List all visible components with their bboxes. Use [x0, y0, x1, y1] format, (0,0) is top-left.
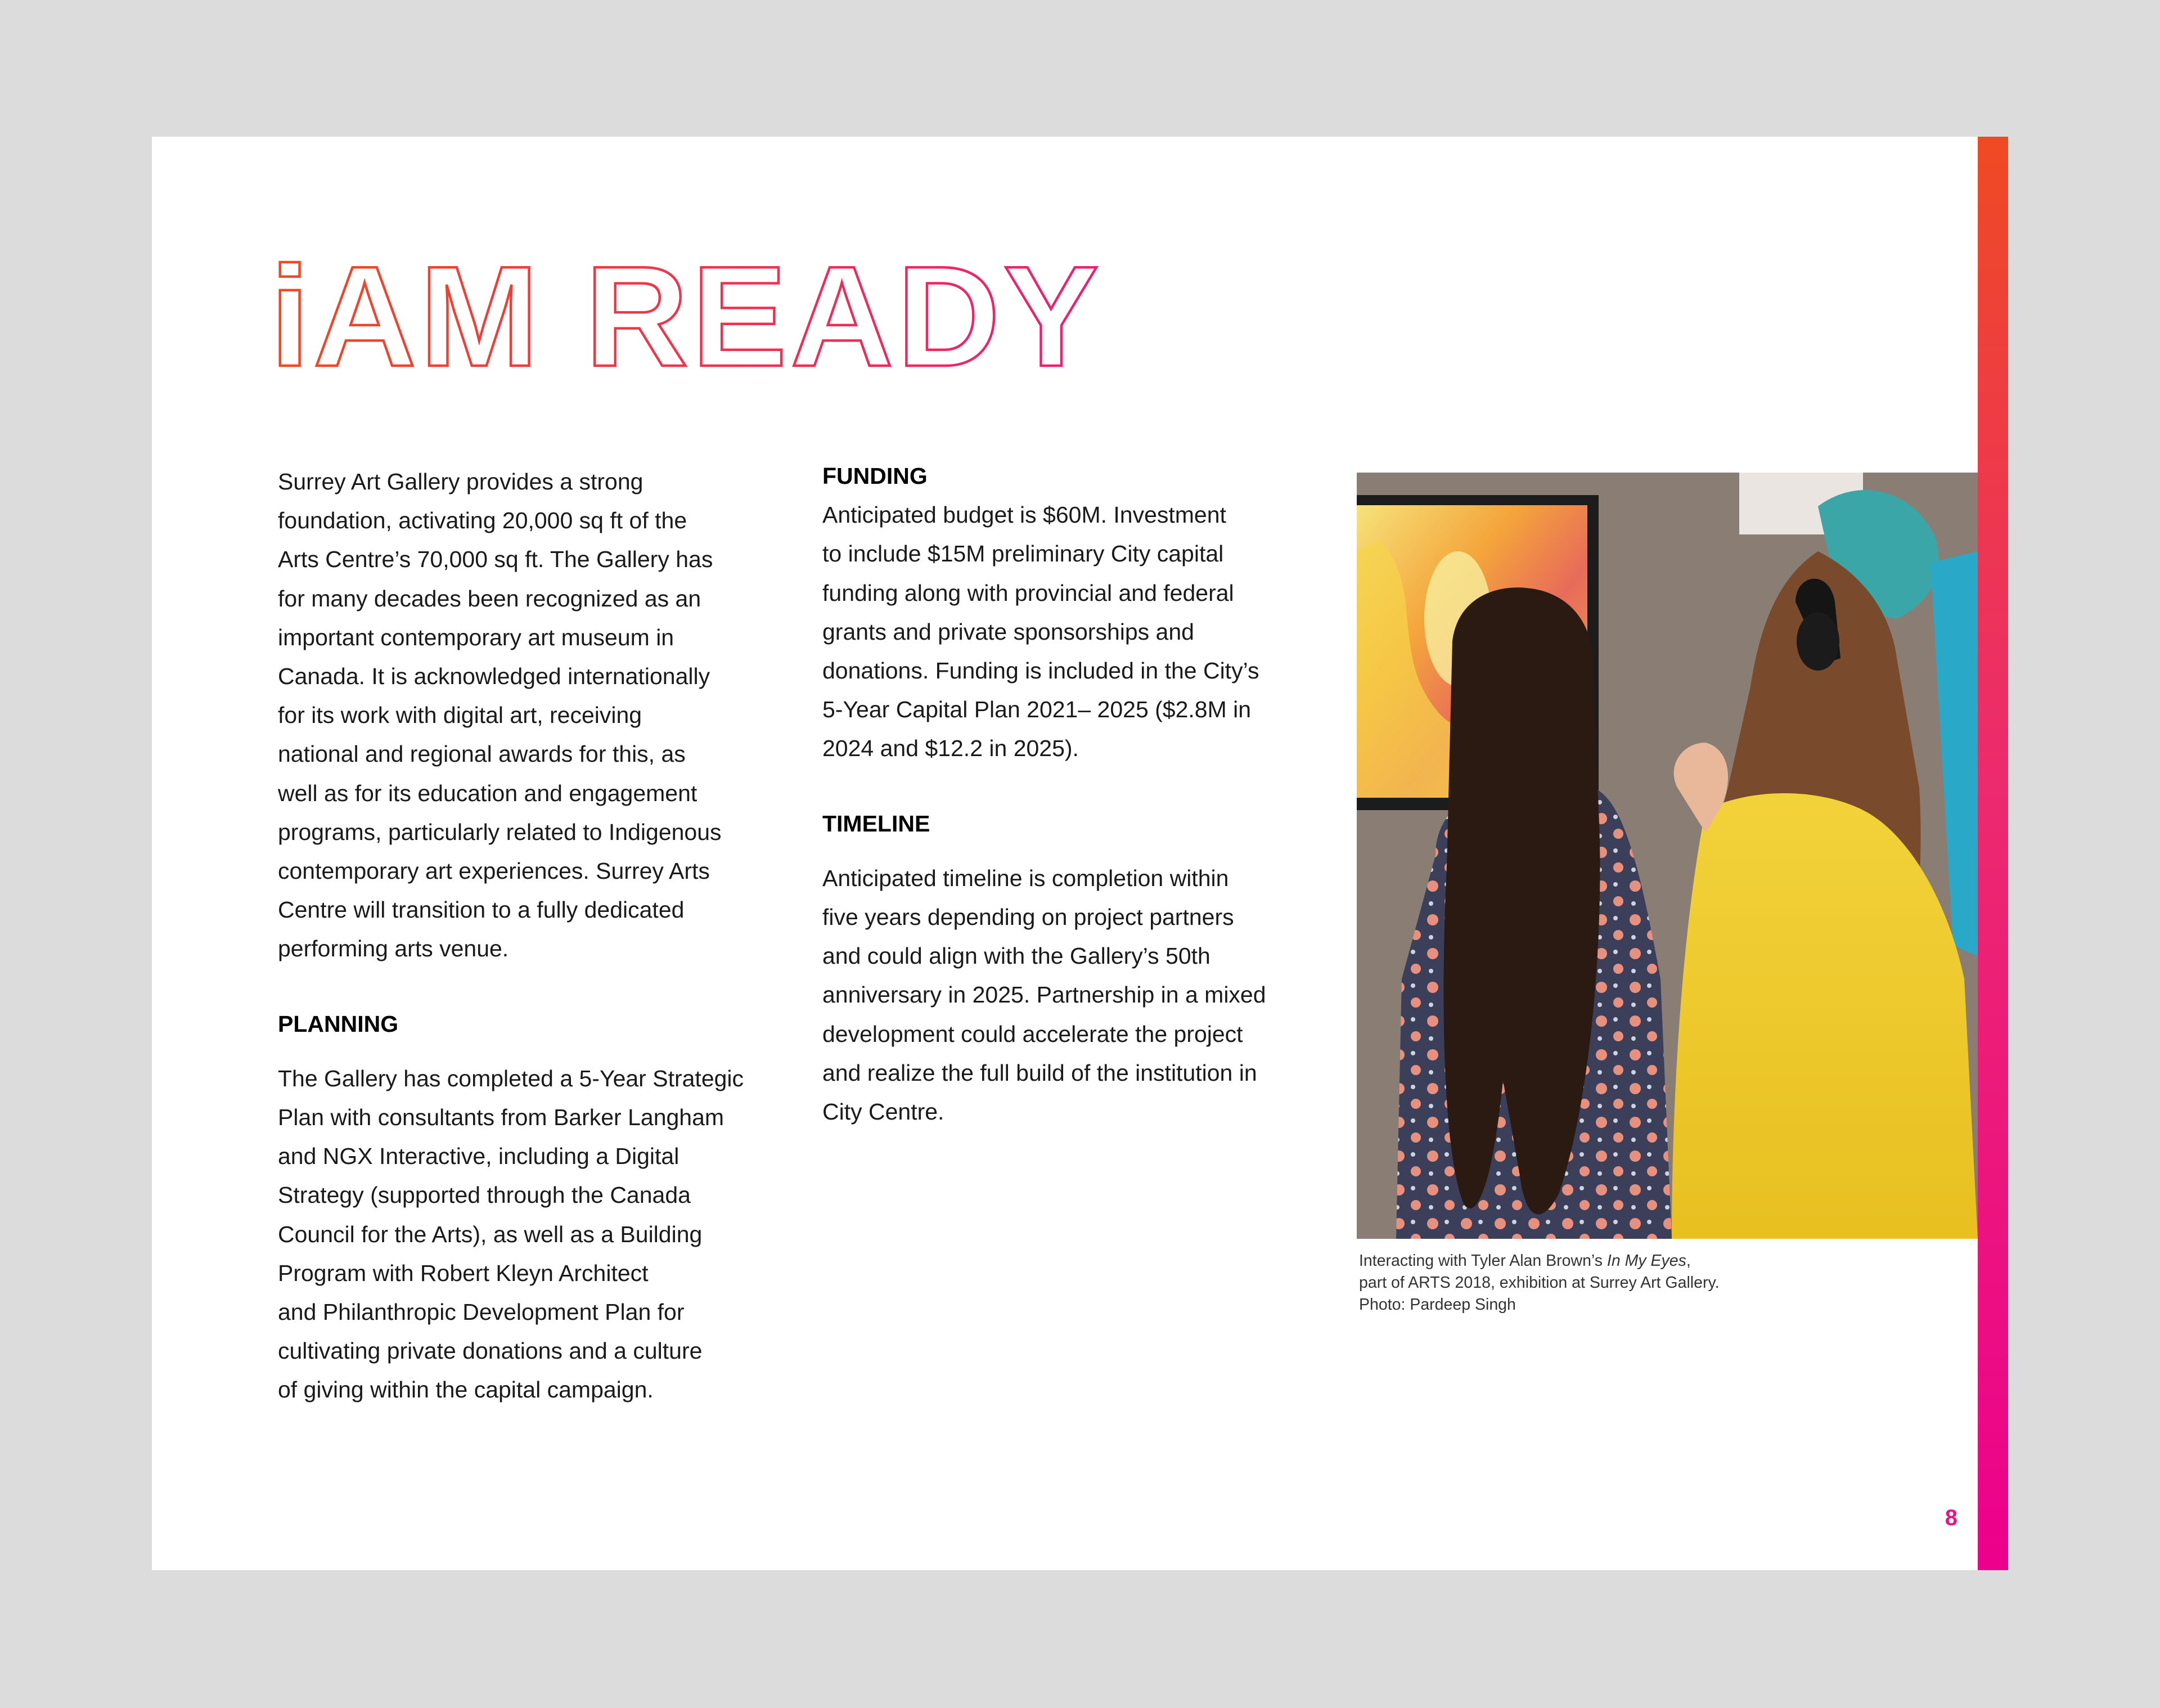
text-line: 2024 and $12.2 in 2025). — [822, 735, 1079, 762]
caption-text: , — [1686, 1252, 1691, 1270]
caption-text: Interacting with Tyler Alan Brown’s — [1359, 1252, 1607, 1270]
text-line: five years depending on project partners — [822, 904, 1234, 931]
text-line: important contemporary art museum in — [278, 624, 674, 650]
timeline-paragraph — [822, 859, 1317, 1131]
text-line: and realize the full build of the institution in — [822, 1059, 1257, 1086]
text-line: Anticipated timeline is completion within — [822, 865, 1229, 891]
planning-heading: PLANNING — [278, 1010, 399, 1037]
page-title — [269, 236, 1225, 396]
text-line: development could accelerate the project — [822, 1021, 1243, 1047]
text-line: to include $15M preliminary City capital — [822, 541, 1224, 567]
text-line: 5-Year Capital Plan 2021– 2025 ($2.8M in — [822, 696, 1252, 723]
page-title-text: iAM READY — [270, 236, 1102, 396]
text-line: contemporary art experiences. Surrey Arts — [278, 858, 710, 884]
text-line: well as for its education and engagement — [278, 780, 698, 806]
funding-heading: FUNDING — [822, 463, 928, 489]
text-line: Plan with consultants from Barker Langham — [278, 1104, 724, 1131]
text-line: Strategy (supported through the Canada — [278, 1182, 691, 1208]
text-line: and NGX Interactive, including a Digital — [278, 1143, 680, 1170]
accent-gradient-bar — [1978, 137, 2008, 1570]
text-line: foundation, activating 20,000 sq ft of the — [278, 507, 687, 534]
caption-line: part of ARTS 2018, exhibition at Surrey Art Gallery. — [1359, 1274, 1720, 1292]
text-line: The Gallery has completed a 5-Year Strategic — [278, 1065, 744, 1091]
text-line: donations. Funding is included in the City’s — [822, 658, 1259, 684]
timeline-heading: TIMELINE — [822, 810, 930, 837]
intro-paragraph — [278, 462, 773, 969]
text-line: and could align with the Gallery’s 50th — [822, 943, 1210, 969]
funding-paragraph — [822, 496, 1317, 768]
gallery-photo — [1357, 473, 1978, 1239]
text-line: for many decades been recognized as an — [278, 585, 701, 612]
text-line: funding along with provincial and federal — [822, 579, 1234, 606]
text-line: Council for the Arts), as well as a Building — [278, 1221, 703, 1247]
planning-paragraph — [278, 1059, 773, 1410]
text-line: programs, particularly related to Indigenous — [278, 819, 722, 845]
text-line: Centre will transition to a fully dedicated — [278, 897, 685, 923]
left-column — [278, 462, 773, 1410]
text-line: of giving within the capital campaign. — [278, 1377, 654, 1403]
text-line: and Philanthropic Development Plan for — [278, 1299, 685, 1325]
text-line: Surrey Art Gallery provides a strong — [278, 469, 644, 495]
text-line: anniversary in 2025. Partnership in a mixed — [822, 982, 1266, 1008]
text-line: Arts Centre’s 70,000 sq ft. The Gallery has — [278, 546, 713, 573]
photo-caption — [1359, 1250, 1865, 1316]
text-line: Anticipated budget is $60M. Investment — [822, 502, 1226, 528]
page-number: 8 — [1945, 1505, 1958, 1530]
text-line: Program with Robert Kleyn Architect — [278, 1260, 649, 1286]
text-line: for its work with digital art, receiving — [278, 702, 642, 729]
text-line: grants and private sponsorships and — [822, 618, 1194, 645]
photo-credit: Photo: Pardeep Singh — [1359, 1296, 1516, 1314]
text-line: City Centre. — [822, 1099, 944, 1125]
caption-line — [1359, 1250, 1865, 1272]
text-line: cultivating private donations and a culture — [278, 1338, 703, 1364]
text-line: Canada. It is acknowledged internationally — [278, 663, 710, 690]
text-line: national and regional awards for this, as — [278, 741, 686, 767]
artwork-title: In My Eyes — [1606, 1252, 1686, 1270]
text-line: performing arts venue. — [278, 936, 509, 962]
middle-column — [822, 457, 1317, 1131]
